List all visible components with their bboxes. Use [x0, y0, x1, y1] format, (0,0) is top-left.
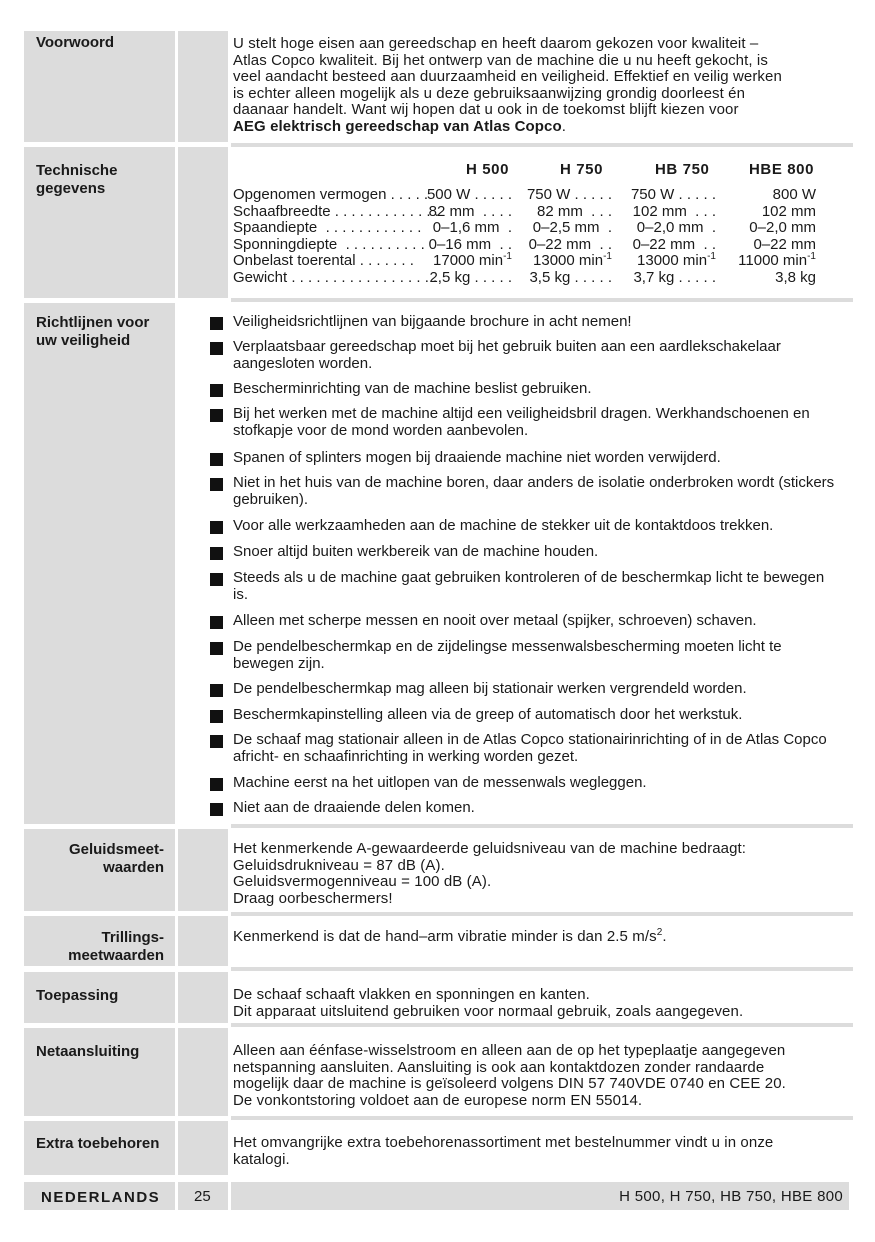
safety-item: Alleen met scherpe messen en nooit over metaal (spijker, schroeven) schaven. — [233, 612, 757, 629]
voorwoord-text — [233, 36, 843, 135]
text-line: Kenmerkend is dat de hand–arm vibratie minder is dan 2.5 m/s — [233, 928, 657, 945]
spec-value: 0–2,0 mm . — [636, 219, 716, 236]
bullet-square-icon — [210, 478, 223, 491]
section-bg — [178, 1028, 228, 1116]
spec-cell — [527, 187, 612, 204]
spec-value: 0–22 mm . . — [528, 235, 612, 253]
section-label-extra: Extra toebehoren — [36, 1135, 160, 1152]
bullet-square-icon — [210, 710, 223, 723]
section-bg — [24, 1028, 175, 1116]
spec-value: 0–2,5 mm . — [532, 219, 612, 236]
spec-row-label: Gewicht . . . . . . . . . . . . . . . . . . — [233, 268, 438, 286]
spec-value: 17000 min — [433, 252, 504, 269]
footer-language: NEDERLANDS — [41, 1189, 161, 1206]
trilling-text — [233, 929, 843, 946]
safety-item: Machine eerst na het uitlopen van de messenwals wegleggen. — [233, 774, 647, 791]
spec-cell — [631, 187, 716, 204]
section-bg — [178, 147, 228, 298]
spec-value: 13000 min — [637, 252, 708, 269]
divider — [231, 298, 853, 302]
section-label-netaansluiting: Netaansluiting — [36, 1043, 140, 1060]
bullet-square-icon — [210, 642, 223, 655]
text-line: veel aandacht besteed aan duurzaamheid en veiligheid. Effektief en veilig werken — [233, 68, 782, 85]
divider — [231, 967, 853, 971]
spec-value: 102 mm — [761, 202, 816, 220]
spec-cell — [738, 253, 816, 270]
spec-row-label: Opgenomen vermogen . . . . . — [233, 186, 429, 203]
bullet-square-icon — [210, 616, 223, 629]
bullet-square-icon — [210, 735, 223, 748]
text-line: is echter alleen mogelijk als u deze gebruiksaanwijzing grondig doorleest én — [233, 84, 746, 102]
spec-row-label: Spaandiepte . . . . . . . . . . . . — [233, 219, 422, 236]
safety-item: Steeds als u de machine gaat gebruiken kontroleren of de beschermkap licht te bewegen is. — [233, 569, 825, 603]
section-bg — [24, 303, 175, 824]
safety-item: Voor alle werkzaamheden aan de machine de stekker uit de kontaktdoos trekken. — [233, 517, 774, 534]
bullet-square-icon — [210, 409, 223, 422]
spec-cell — [429, 204, 512, 221]
safety-item: Niet in het huis van de machine boren, daar anders de isolatie onderbroken wordt (stickers gebruiken). — [233, 474, 835, 508]
punctuation: . — [561, 117, 567, 135]
spec-value: 750 W . . . . . — [526, 186, 612, 203]
section-label-technisch — [36, 162, 170, 198]
label-line: waarden — [103, 859, 164, 876]
text-line: U stelt hoge eisen aan gereedschap en heeft daarom gekozen voor kwaliteit – — [233, 35, 759, 52]
model-header-h750: H 750 — [560, 161, 604, 178]
model-header-hb750: HB 750 — [655, 161, 710, 178]
safety-item: Veiligheidsrichtlijnen van bijgaande brochure in acht nemen! — [233, 313, 632, 330]
superscript: -1 — [707, 251, 716, 262]
model-header-h500: H 500 — [466, 161, 510, 178]
label-line: uw veiligheid — [36, 332, 131, 349]
safety-item: Beschermkapinstelling alleen via de greep of automatisch door het werkstuk. — [233, 706, 743, 723]
spec-cell — [775, 270, 816, 287]
spec-value: 102 mm . . . — [632, 202, 716, 220]
bullet-square-icon — [210, 317, 223, 330]
section-label-veiligheid — [36, 314, 170, 350]
spec-row-label: Onbelast toerental . . . . . . . — [233, 252, 414, 269]
netaansluiting-text — [233, 1043, 843, 1109]
page-number: 25 — [194, 1188, 211, 1205]
label-line: Trillings- — [101, 929, 164, 946]
text-line: netspanning aansluiten. Aansluiting is ook aan kontaktdozen zonder randaarde — [233, 1058, 765, 1076]
label-line: meetwaarden — [68, 947, 164, 964]
punctuation: . — [662, 928, 667, 945]
toepassing-text — [233, 987, 843, 1020]
spec-cell — [537, 204, 612, 221]
section-label-geluid — [30, 841, 164, 877]
spec-cell — [749, 220, 816, 237]
spec-value: 0–22 mm . . — [632, 235, 716, 253]
text-line: Alleen aan éénfase-wisselstroom en alleen aan de op het typeplaatje aangegeven — [233, 1042, 786, 1059]
spec-value: 82 mm . . . — [536, 202, 612, 220]
safety-item: Snoer altijd buiten werkbereik van de machine houden. — [233, 543, 599, 560]
text-line: Dit apparaat uitsluitend gebruiken voor normaal gebruik, zoals aangegeven. — [233, 1002, 744, 1020]
bullet-square-icon — [210, 573, 223, 586]
text-line: daanaar handelt. Want wij hopen dat u ook in de toekomst blijft kiezen voor — [233, 101, 739, 118]
spec-value: 0–2,0 mm — [749, 219, 816, 236]
spec-value: 13000 min — [533, 252, 604, 269]
label-line: gegevens — [36, 180, 106, 197]
spec-value: 3,5 kg . . . . . — [529, 268, 612, 286]
bullet-square-icon — [210, 684, 223, 697]
bullet-square-icon — [210, 453, 223, 466]
safety-item: Spanen of splinters mogen bij draaiende machine niet worden verwijderd. — [233, 449, 721, 466]
section-label-voorwoord: Voorwoord — [36, 34, 115, 51]
spec-cell — [773, 187, 816, 204]
spec-value: 0–22 mm — [753, 235, 816, 253]
spec-cell — [762, 204, 816, 221]
superscript: -1 — [503, 251, 512, 262]
bullet-square-icon — [210, 547, 223, 560]
bold-brand-text: AEG elektrisch gereedschap van Atlas Copco — [233, 117, 562, 135]
text-line: mogelijk daar de machine is geïsoleerd volgens DIN 57 740VDE 0740 en CEE 20. — [233, 1075, 786, 1092]
model-header-hbe800: HBE 800 — [749, 161, 815, 178]
spec-value: 3,7 kg . . . . . — [633, 268, 716, 286]
label-line: Technische — [36, 162, 118, 179]
text-line: katalogi. — [233, 1150, 290, 1168]
divider — [231, 824, 853, 828]
text-line: Draag oorbeschermers! — [233, 889, 393, 907]
spec-value: 0–1,6 mm . — [432, 219, 512, 236]
spec-cell — [637, 253, 716, 270]
spec-value: 0–16 mm . . — [428, 235, 512, 253]
bullet-square-icon — [210, 521, 223, 534]
section-label-trilling — [30, 929, 164, 965]
spec-cell — [633, 204, 716, 221]
divider — [231, 912, 853, 916]
spec-value: 2,5 kg . . . . . — [429, 268, 512, 286]
spec-cell — [427, 187, 512, 204]
section-bg — [178, 972, 228, 1023]
extra-text — [233, 1135, 843, 1168]
divider — [231, 143, 853, 147]
text-line: Geluidsdrukniveau = 87 dB (A). — [233, 856, 445, 874]
section-bg — [178, 916, 228, 966]
superscript: -1 — [603, 251, 612, 262]
label-line: Richtlijnen voor — [36, 314, 150, 331]
spec-row-label: Sponningdiepte . . . . . . . . . . — [233, 235, 425, 253]
divider — [231, 1023, 853, 1027]
spec-cell — [429, 270, 512, 287]
spec-cell — [533, 253, 612, 270]
spec-value: 82 mm . . . . — [428, 202, 512, 220]
text-line: Het omvangrijke extra toebehorenassortiment met bestelnummer vindt u in onze — [233, 1134, 774, 1151]
spec-cell — [533, 220, 612, 237]
safety-item: De pendelbeschermkap en de zijdelingse messenwalsbescherming moeten licht te bewegen zijn. — [233, 638, 782, 672]
label-line: Geluidsmeet- — [68, 841, 164, 858]
bullet-square-icon — [210, 803, 223, 816]
spec-value: 3,8 kg — [775, 268, 816, 286]
safety-item: Bescherminrichting van de machine beslist gebruiken. — [233, 380, 592, 397]
section-bg — [178, 1121, 228, 1175]
bullet-square-icon — [210, 778, 223, 791]
text-line: De schaaf schaaft vlakken en sponningen en kanten. — [233, 986, 590, 1003]
footer-page-box — [178, 1182, 228, 1210]
spec-cell — [633, 270, 716, 287]
spec-value: 11000 min — [738, 252, 808, 269]
spec-value: 800 W — [772, 186, 816, 203]
text-line: De vonkontstoring voldoet aan de europese norm EN 55014. — [233, 1091, 643, 1109]
bullet-square-icon — [210, 342, 223, 355]
spec-cell — [529, 270, 612, 287]
spec-row-label: Schaafbreedte . . . . . . . . . . . . . — [233, 202, 439, 220]
safety-item: Bij het werken met de machine altijd een veiligheidsbril dragen. Werkhandschoenen en stofkapje voor de mond worden aanbevolen. — [233, 405, 810, 439]
superscript: 2 — [656, 927, 663, 938]
spec-cell — [637, 220, 716, 237]
spec-cell — [433, 253, 512, 270]
safety-item: De pendelbeschermkap mag alleen bij stationair werken vergrendeld worden. — [233, 680, 747, 697]
text-line: Atlas Copco kwaliteit. Bij het ontwerp van de machine die u nu heeft gekocht, is — [233, 51, 768, 69]
safety-item: De schaaf mag stationair alleen in de Atlas Copco stationairinrichting of in de Atlas Copco africht- en schaafinrichting in werking worden gezet. — [233, 731, 827, 765]
footer-models-box — [231, 1182, 849, 1210]
geluid-text — [233, 841, 843, 907]
text-line: Het kenmerkende A-gewaardeerde geluidsniveau van de machine bedraagt: — [233, 840, 747, 857]
superscript: -1 — [807, 251, 816, 262]
spec-cell — [529, 237, 612, 254]
text-line: Geluidsvermogenniveau = 100 dB (A). — [233, 873, 492, 890]
divider — [231, 1116, 853, 1120]
spec-cell — [429, 237, 512, 254]
footer-language-box — [24, 1182, 175, 1210]
safety-item: Verplaatsbaar gereedschap moet bij het gebruik buiten aan een aardlekschakelaar aangesloten worden. — [233, 338, 781, 372]
spec-cell — [633, 237, 716, 254]
spec-cell — [433, 220, 512, 237]
section-bg — [178, 829, 228, 911]
section-label-toepassing: Toepassing — [36, 987, 119, 1004]
spec-value: 500 W . . . . . — [426, 186, 512, 203]
section-bg — [178, 31, 228, 142]
footer-models: H 500, H 750, HB 750, HBE 800 — [619, 1188, 843, 1205]
safety-item: Niet aan de draaiende delen komen. — [233, 799, 475, 816]
spec-value: 750 W . . . . . — [630, 186, 716, 203]
bullet-square-icon — [210, 384, 223, 397]
